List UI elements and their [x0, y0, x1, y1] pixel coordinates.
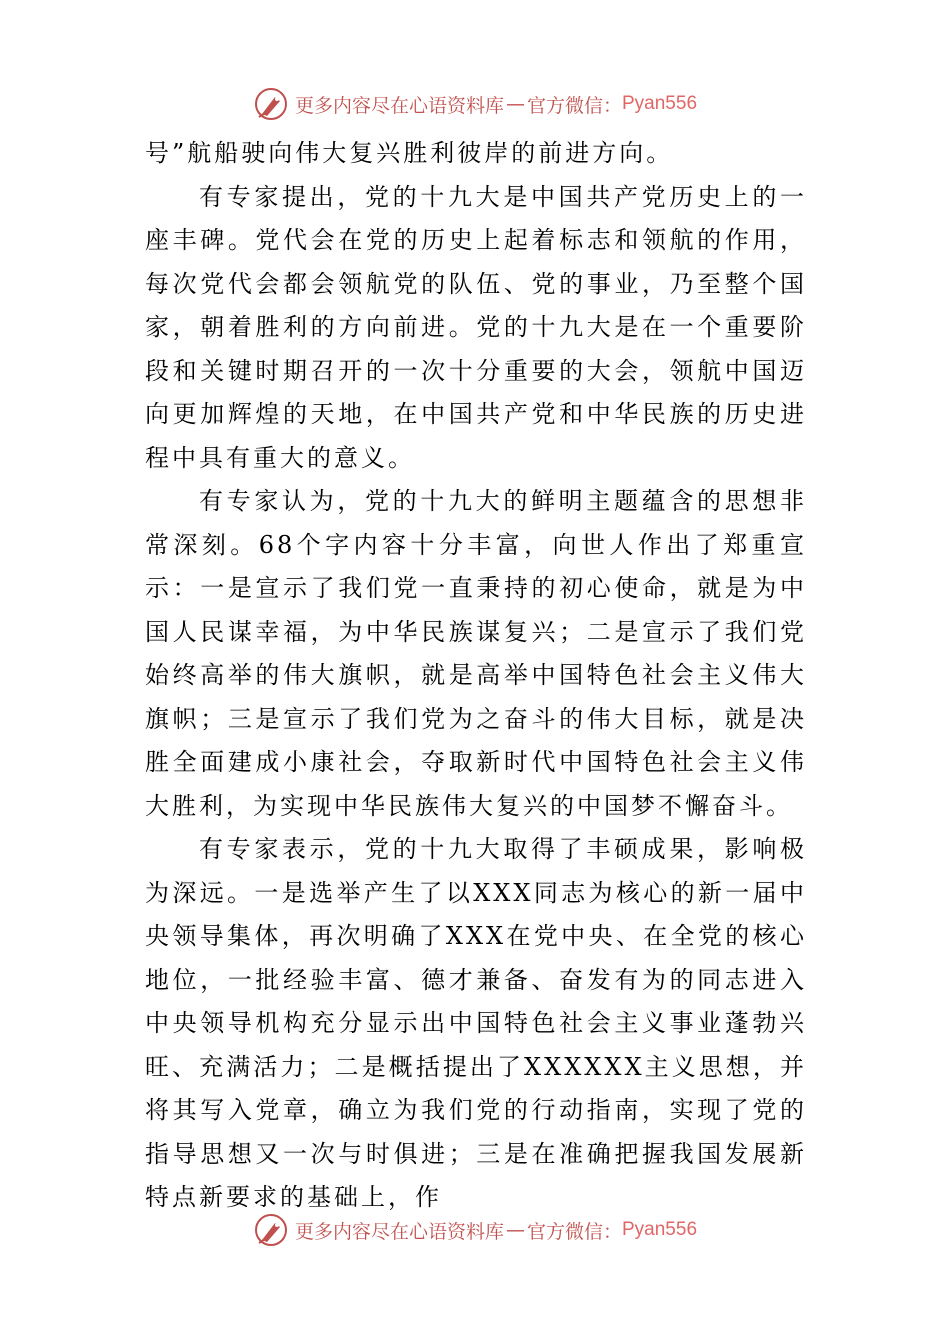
footer-watermark [0, 1210, 950, 1250]
header-watermark [0, 84, 950, 124]
document-body [145, 132, 807, 1220]
watermark-wechat-id: Pyan556 [622, 93, 698, 114]
watermark-separator: — [505, 93, 525, 115]
paragraph: 有专家认为，党的十九大的鲜明主题蕴含的思想非常深刻。68个字内容十分丰富，向世人作出了郑重宣示：一是宣示了我们党一直秉持的初心使命，就是为中国人民谋幸福，为中华民族谋复兴；二是宣示了我们党始终高举的伟大旗帜，就是高举中国特色社会主义伟大旗帜；三是宣示了我们党为之奋斗的伟大目标，就是决胜全面建成小康社会，夺取新时代中国特色社会主义伟大胜利，为实现中华民族伟大复兴的中国梦不懈奋斗。 [145, 487, 807, 820]
watermark-wechat-label: 官方微信： [526, 1220, 622, 1243]
paragraph: 有专家提出，党的十九大是中国共产党历史上的一座丰碑。党代会在党的历史上起着标志和领航的作用，每次党代会都会领航党的队伍、党的事业，乃至整个国家，朝着胜利的方向前进。党的十九大是在一个重要阶段和关键时期召开的一次十分重要的大会，领航中国迈向更加辉煌的天地，在中国共产党和中华民族的历史进程中具有重大的意义。 [145, 182, 807, 472]
watermark-text: 更多内容尽在心语资料库 [294, 94, 504, 117]
watermark-text: 更多内容尽在心语资料库 [294, 1220, 504, 1243]
watermark-wechat-id: Pyan556 [622, 1219, 698, 1240]
pen-nib-icon [253, 86, 289, 122]
pen-nib-icon [253, 1212, 289, 1248]
paragraph: 有专家表示，党的十九大取得了丰硕成果，影响极为深远。一是选举产生了以XXX同志为核心的新一届中央领导集体，再次明确了XXX在党中央、在全党的核心地位，一批经验丰富、德才兼备、奋发有为的同志进入中央领导机构充分显示出中国特色社会主义事业蓬勃兴旺、充满活力；二是概括提出了XXXXXX主义思想，并将其写入党章，确立为我们党的行动指南，实现了党的指导思想又一次与时俱进；三是在准确把握我国发展新特点新要求的基础上，作 [145, 835, 807, 1211]
paragraph: 号”航船驶向伟大复兴胜利彼岸的前进方向。 [145, 139, 674, 167]
watermark-wechat-label: 官方微信： [526, 94, 622, 117]
watermark-separator: — [505, 1219, 525, 1241]
